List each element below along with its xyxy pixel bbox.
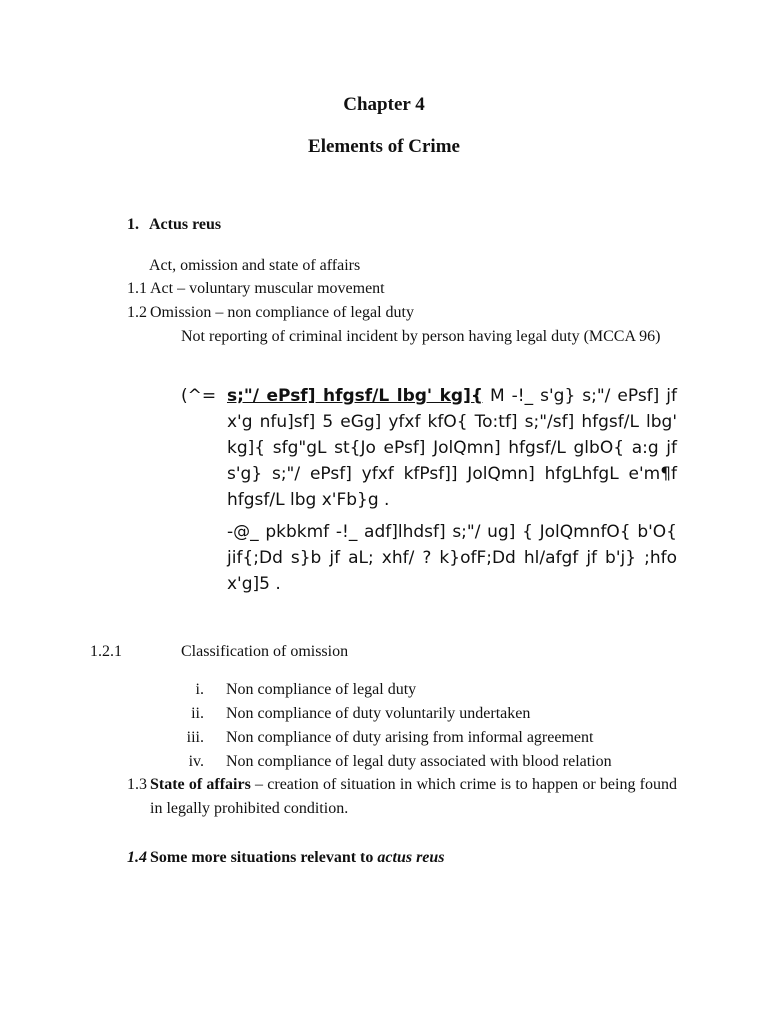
item-heading-italic: actus reus [377, 849, 445, 866]
nepali-paragraph-1 [227, 383, 677, 513]
item-text: Act – voluntary muscular movement [150, 280, 385, 297]
nepali-body-text: M -!_ s'g} s;"/ ePsf] jf x'g nfu]sf] 5 eGg] yfxf kfO{ To:tf] s;"/sf] hfgsf/L lbg' kg]{ sfg"gL st{Jo ePsf] JolQmn] hfgsf/L glbO{ a:g jf s'g} s;"/ ePsf] yfxf kfPsf]] JolQmn] hfgLhfgL e'm¶f hfgsf/L lbg x'Fb}g . [227, 386, 678, 510]
state-of-affairs-definition: – creation of situation in which crime is to happen or being found in legally prohibited condition. [150, 776, 678, 817]
item-text: Omission – non compliance of legal duty [150, 304, 414, 321]
omission-note: Not reporting of criminal incident by person having legal duty (MCCA 96) [181, 328, 661, 345]
section-intro: Act, omission and state of affairs [149, 257, 361, 274]
nepali-prefix: (^= [181, 386, 217, 406]
subsection-heading: Classification of omission [181, 643, 349, 660]
item-number: 1.3 [127, 776, 147, 793]
state-of-affairs-paragraph [150, 773, 677, 821]
nepali-underlined-text: s;"/ ePsf] hfgsf/L lbg' kg]{ [227, 386, 483, 406]
item-number: 1.1 [127, 280, 147, 297]
list-item: Non compliance of legal duty associated with blood relation [226, 753, 612, 770]
subsection-number: 1.2.1 [90, 643, 122, 660]
nepali-paragraph-2: -@_ pkbkmf -!_ adf]lhdsf] s;"/ ug] { JolQmnfO{ b'O{ jif{;Dd s}b jf aL; xhf/ ? k}ofF;Dd hl/afgf jf b'j} ;hfo x'g]5 . [227, 522, 677, 594]
list-item-number: i. [195, 681, 204, 698]
section-number: 1. [127, 216, 139, 233]
state-of-affairs-term: State of affairs [150, 776, 251, 793]
chapter-label: Chapter 4 [343, 94, 425, 115]
list-item: Non compliance of duty voluntarily undertaken [226, 705, 531, 722]
chapter-title: Elements of Crime [308, 136, 460, 157]
list-item: Non compliance of legal duty [226, 681, 417, 698]
list-item-number: iv. [188, 753, 204, 770]
list-item: Non compliance of duty arising from informal agreement [226, 729, 594, 746]
list-item-number: ii. [191, 705, 204, 722]
section-heading: Actus reus [149, 216, 222, 233]
item-heading [150, 846, 445, 870]
list-item-number: iii. [186, 729, 204, 746]
item-number: 1.2 [127, 304, 147, 321]
item-number: 1.4 [127, 849, 147, 866]
item-heading-text: Some more situations relevant to [150, 849, 378, 866]
